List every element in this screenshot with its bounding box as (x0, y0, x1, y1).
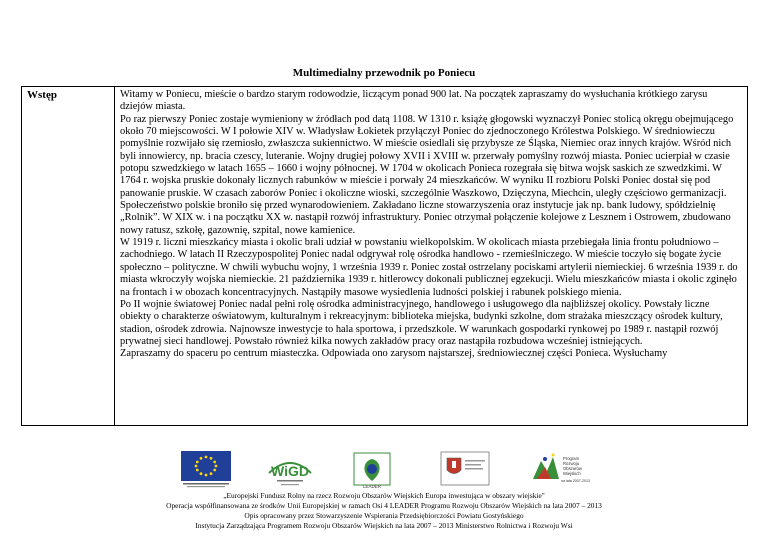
prow-logo-line1: Program (563, 456, 580, 461)
footer (0, 491, 768, 531)
prow-logo (525, 451, 590, 491)
paragraph: Po raz pierwszy Poniec zostaje wymieniony w źródłach pod datą 1108. W 1310 r. książę głogowski wyznaczył Poniec stolicą okręgu obejmującego około 70 miejscowości. W I połowie XIV w. Władysław Łokietek przyłączył Poniec do zjednoczonego Królestwa Polskiego. W średniowieczu pomyślnie rozwijało się rzemiosło, zwłaszcza sukiennictwo. W mieście osiedlali się przybysze ze Śląska, Niemiec oraz innych krajów. Wśród nich byli innowiercy, np. bracia czescy, luteranie. Wojny drugiej połowy XVII i XVIII w. przerwały pomyślny rozwój miasta. Poniec ucierpiał w czasie potopu szwedzkiego w latach 1655 – 1660 i wojny północnej. W 1704 w okolicach Ponieca rozegrała się bitwa wojsk saskich ze szwedzkimi. W 1764 r. wojska pruskie dokonały licznych rabunków w mieście i porwały 24 mieszkańców. W wyniku II rozbioru Polski Poniec dostał się pod panowanie pruskie. W czasach zaborów Poniec i okoliczne wioski, szczególnie Waszkowo, Dzięczyna, Miechcin, uległy częściowo germanizacji. Społeczeństwo polskie broniło się przed wynarodowieniem. Zakładano liczne stowarzyszenia oraz instytucje jak np. bank ludowy, spółdzielnię „Rolnik”. W XIX w. i na początku XX w. nastąpił rozwój infrastruktury. Poniec otrzymał połączenie kolejowe z Lesznem i Ostrowem, zbudowano nowy ratusz, szkołę, gazownię, szpital, nowe kamienice. (120, 113, 734, 236)
content-table (21, 86, 748, 426)
footer-line: Instytucja Zarządzająca Programem Rozwoju Obszarów Wiejskich na lata 2007 – 2013 Ministerstwo Rolnictwa i Rozwoju Wsi (195, 521, 573, 530)
leader-logo (352, 451, 392, 489)
footer-line: Operacja współfinansowana ze środków Unii Europejskiej w ramach Osi 4 LEADER Programu Rozwoju Obszarów Wiejskich na lata 2007 – 2013 (166, 501, 602, 510)
prow-logo-line3: Obszarów (563, 466, 582, 471)
wigd-logo-text: WiGD (271, 463, 309, 479)
section-body (115, 87, 748, 426)
prow-logo-line2: Rozwoju (563, 461, 580, 466)
wigd-logo (265, 451, 315, 489)
prow-logo-years: na lata 2007-2013 (561, 479, 590, 483)
footer-line: „Europejski Fundusz Rolny na rzecz Rozwoju Obszarów Wiejskich Europa inwestująca w obszary wiejskie" (223, 491, 545, 500)
section-heading: Wstęp (22, 87, 115, 426)
paragraph: Witamy w Poniecu, mieście o bardzo starym rodowodzie, liczącym ponad 900 lat. Na początek zapraszamy do wysłuchania krótkiego zarysu dziejów miasta. (120, 89, 708, 113)
paragraph: Zapraszamy do spaceru po centrum miasteczka. Odpowiada ono zarysom najstarszej, średniowiecznej części Ponieca. Wysłuchamy (120, 348, 668, 360)
footer-line: Opis opracowany przez Stowarzyszenie Wspierania Przedsiębiorczości Powiatu Gostyńskiego (244, 511, 524, 520)
eu-flag-logo (181, 451, 231, 489)
document-title: Multimedialny przewodnik po Poniecu (292, 67, 476, 79)
coat-of-arms-logo (440, 451, 490, 489)
leader-logo-text: LEADER (362, 484, 382, 489)
paragraph: Po II wojnie światowej Poniec nadal pełni rolę ośrodka administracyjnego, handlowego i usługowego dla najbliższej okolicy. Powstały liczne obiekty o charakterze oświatowym, kulturalnym i rekreacyjnym: biblioteka miejska, budynki szkolne, dom strażaka mieszczący ośrodek kultury, stadion, ośrodek zdrowia. Najnowsze inwestycje to hala sportowa, i przedszkole. W warunkach gospodarki rynkowej po 1989 r. nastąpił rozwój prywatnej sieci handlowej. Powstało również kilka nowych zakładów pracy oraz nastąpiła rozbudowa wcześniej istniejących. (120, 298, 723, 347)
paragraph: W 1919 r. liczni mieszkańcy miasta i okolic brali udział w powstaniu wielkopolskim. W okolicach miasta przebiegała linia frontu południowo – zachodniego. W latach II Rzeczypospolitej Poniec nadal odgrywał rolę ośrodka handlowo - rzemieślniczego. W mieście toczyło się bogate życie społeczno – polityczne. W chwili wybuchu wojny, 1 września 1939 r. Poniec został ostrzelany pociskami artylerii niemieckiej. 6 września 1939 r. do miasta wkroczyły wojska niemieckie. 21 października 1939 r. hitlerowcy dokonali publicznej egzekucji. Wielu mieszkańców miasta i okolic zginęło na frontach i w obozach koncentracyjnych. Nastąpiły masowe wysiedlenia ludności polskiej i rabunek polskiego mienia. (120, 237, 738, 298)
prow-logo-line4: Wiejskich (563, 471, 581, 476)
table-row (22, 87, 748, 426)
